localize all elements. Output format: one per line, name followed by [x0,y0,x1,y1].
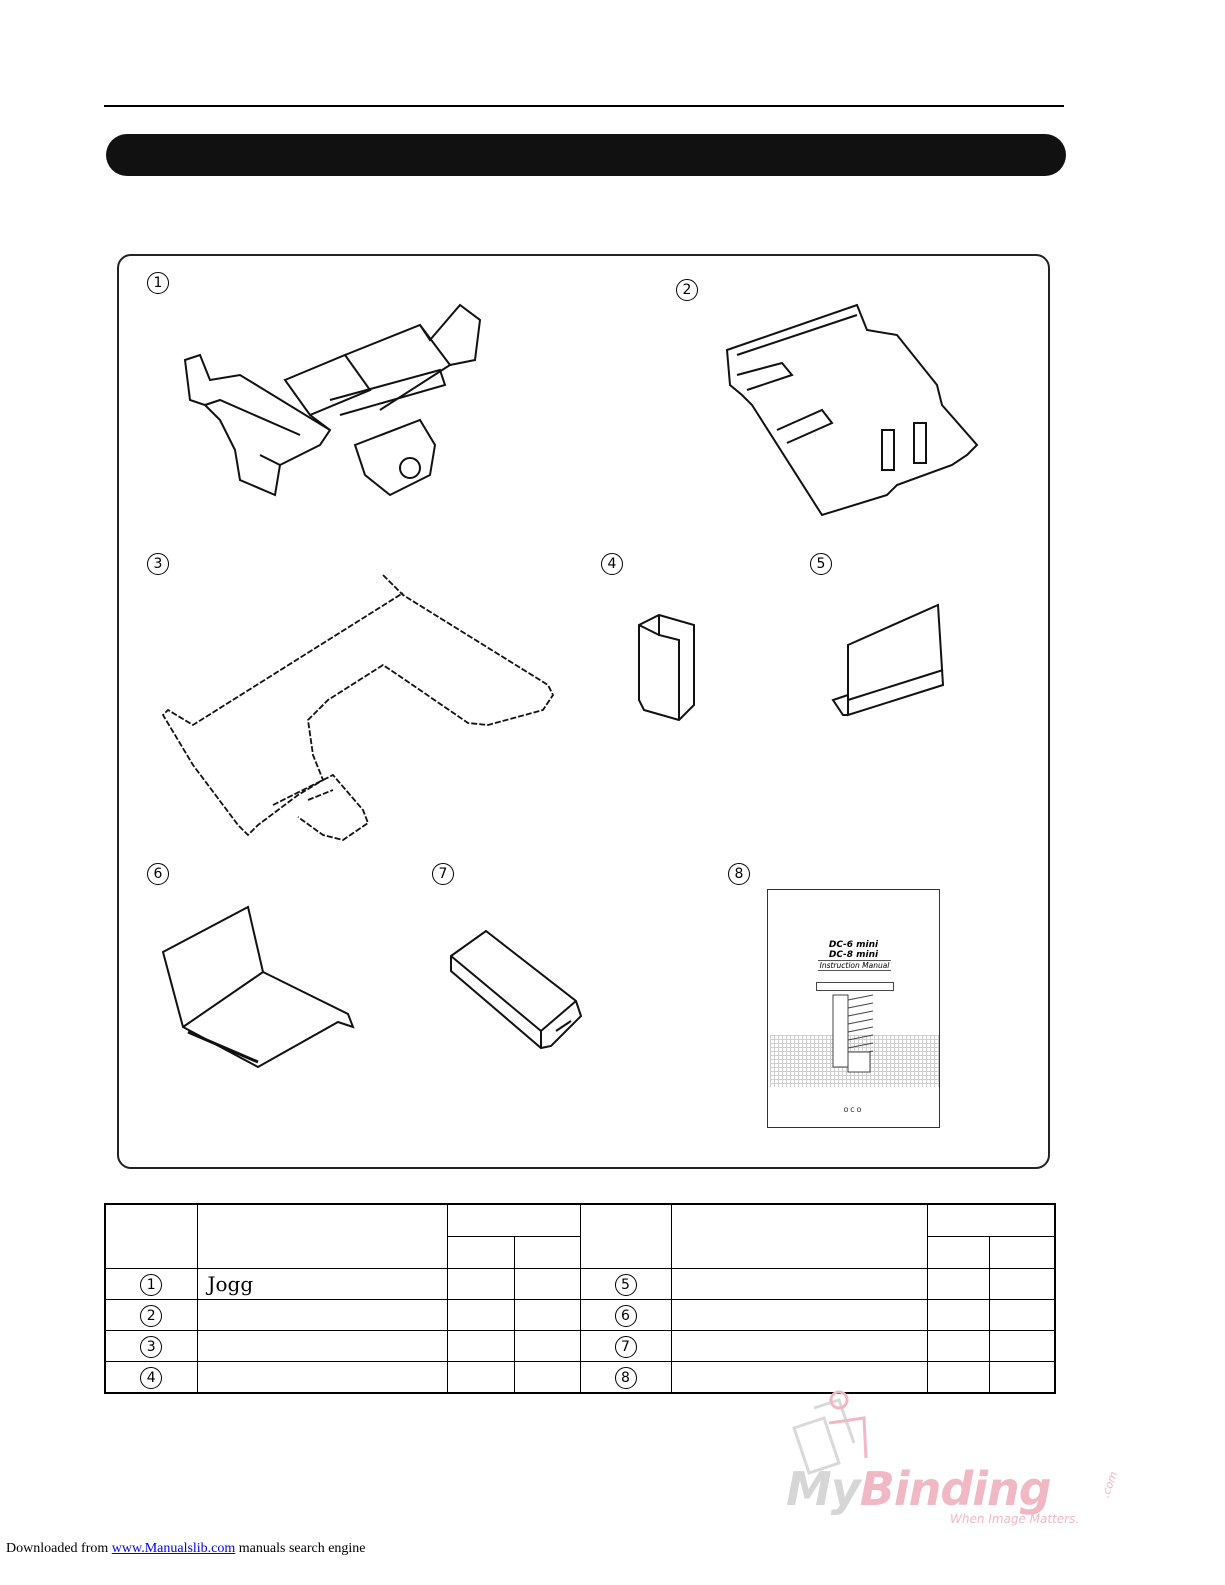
part-name [671,1331,927,1362]
part-number: 7 [432,863,454,885]
header-cell [671,1204,927,1269]
part-number: 6 [147,863,169,885]
part-name: Jogg [197,1269,447,1300]
row-number: 4 [140,1367,162,1389]
table-row [105,1331,1055,1362]
manual-model-2: DC-8 mini [828,950,879,960]
manual-subtitle: Instruction Manual [819,961,890,970]
mybinding-wordmark: MyBinding [786,1462,1051,1516]
part-name [671,1300,927,1331]
part-number: 5 [810,553,832,575]
table-row [105,1269,1055,1300]
table-header-row [105,1204,1055,1237]
part-number: 3 [147,553,169,575]
header-cell [927,1204,1055,1237]
top-rule [104,105,1064,107]
part-name [197,1300,447,1331]
header-cell [989,1237,1055,1269]
part-number: 8 [728,863,750,885]
tray-plate-drawing [722,295,982,520]
manualslib-link[interactable]: www.Manualslib.com [111,1541,236,1556]
row-number: 7 [615,1336,637,1358]
header-cell [927,1237,989,1269]
instruction-manual-drawing [767,889,940,1128]
header-cell [580,1204,671,1269]
footer-suffix: manuals search engine [235,1541,366,1556]
part-name [197,1362,447,1394]
block-drawing [446,926,591,1056]
mybinding-tagline: When Image Matters. [950,1512,1080,1526]
channel-bracket-drawing [634,610,704,725]
row-number: 8 [615,1367,637,1389]
manual-model-1: DC-6 mini [828,940,879,950]
header-cell [514,1237,580,1269]
row-number: 3 [140,1336,162,1358]
mybinding-com: .com [1098,1469,1121,1500]
part-number: 2 [676,279,698,301]
guide-plate-drawing [158,565,563,850]
part-number: 4 [601,553,623,575]
stopper-plate-drawing [828,600,948,720]
row-number: 1 [140,1274,162,1296]
download-footer [6,1541,366,1557]
table-row [105,1300,1055,1331]
row-number: 5 [615,1274,637,1296]
header-cell [447,1237,514,1269]
header-cell [447,1204,580,1237]
part-name [197,1331,447,1362]
header-cell [105,1204,197,1269]
l-tray-drawing [158,902,358,1072]
collator-machine-icon [828,990,888,1075]
jogger-frame-drawing [180,300,500,510]
header-cell [197,1204,447,1269]
parts-table [104,1203,1056,1394]
part-number: 1 [147,272,169,294]
part-name [671,1269,927,1300]
section-title-bar [106,134,1066,176]
row-number: 6 [615,1305,637,1327]
row-number: 2 [140,1305,162,1327]
manual-brand: OCO [843,1107,864,1114]
footer-prefix: Downloaded from [6,1541,112,1556]
